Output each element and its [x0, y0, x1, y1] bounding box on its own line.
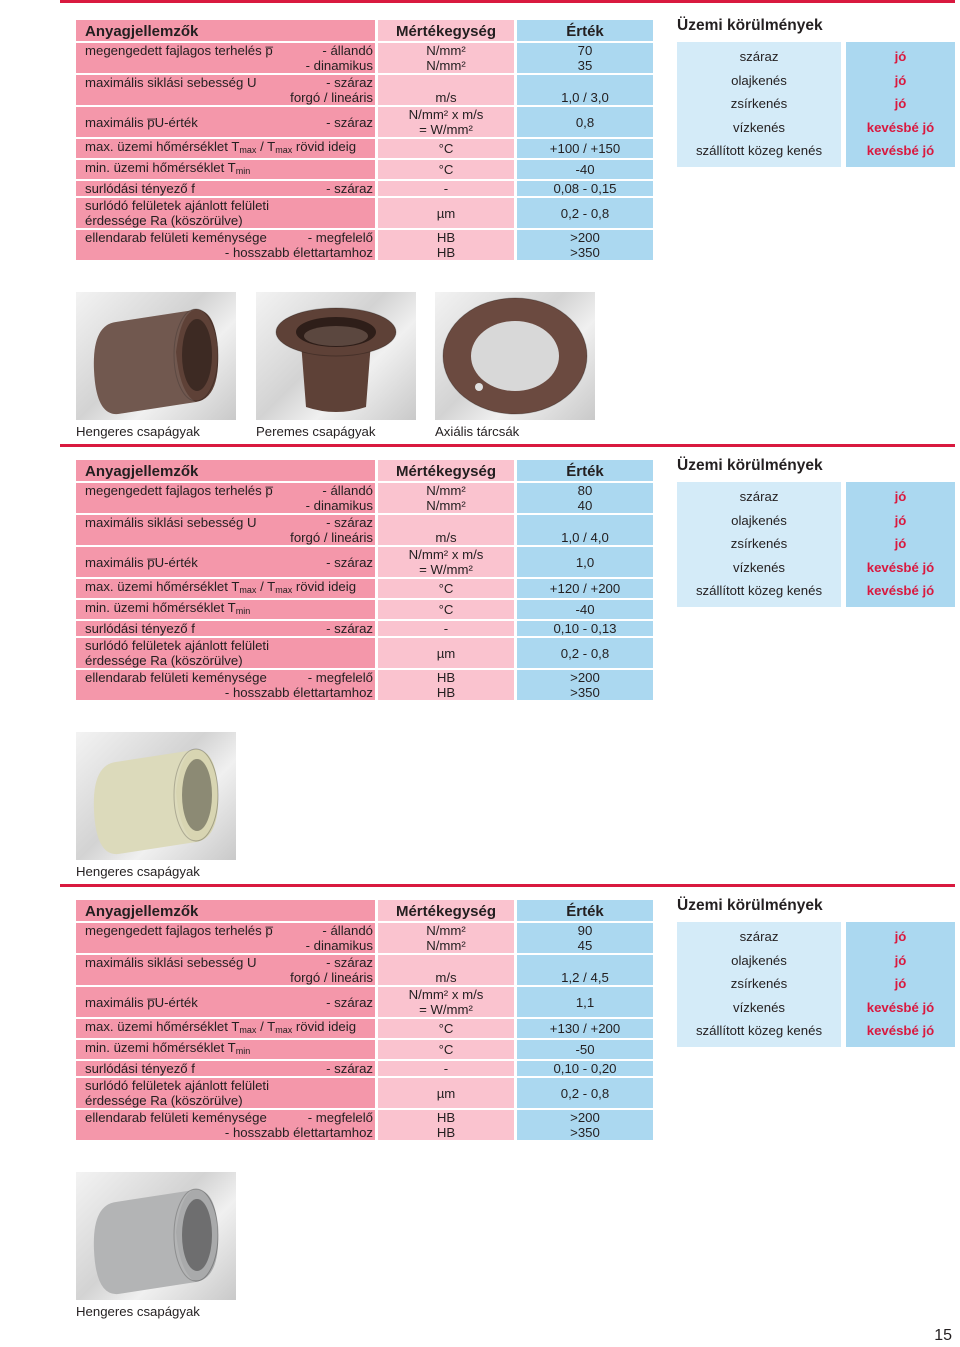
material-properties-table	[76, 900, 653, 1142]
condition-row	[677, 996, 955, 1020]
condition-rating: kevésbé jó	[841, 116, 955, 140]
value-tmin: -40	[514, 600, 653, 621]
product-caption: Axiális tárcsák	[435, 424, 520, 439]
condition-name: szállított közeg kenés	[677, 1019, 841, 1047]
row-tmax: max. üzemi hőmérséklet $T_{max} / T_{max}$ rövid ideig °C +130 / +200	[76, 1019, 653, 1040]
condition-name: száraz	[677, 42, 841, 69]
row-speed: maximális siklási sebesség U - száraz forgó / lineáris m/s 1,2 / 4,5	[76, 955, 653, 987]
operating-conditions-table	[677, 922, 955, 1047]
value-tmax: +100 / +150	[514, 139, 653, 160]
condition-row	[677, 922, 955, 949]
value-speed: 1,0 / 3,0	[561, 90, 609, 105]
value-tmin: -50	[514, 1040, 653, 1061]
row-pu: maximális p̅U-érték - száraz N/mm² x m/s = W/mm² 0,8	[76, 107, 653, 139]
row-tmax: max. üzemi hőmérséklet $T_{max} / T_{max}$ rövid ideig °C +120 / +200	[76, 579, 653, 600]
value-rough: 0,2 - 0,8	[514, 638, 653, 670]
row-friction: surlódási tényező f - száraz - 0,10 - 0,20	[76, 1061, 653, 1078]
condition-row	[677, 1019, 955, 1047]
condition-row	[677, 556, 955, 580]
material-properties-table	[76, 460, 653, 702]
value-hard-long: >350	[570, 1125, 600, 1140]
condition-name: vízkenés	[677, 116, 841, 140]
product-caption: Hengeres csapágyak	[76, 1304, 200, 1319]
value-friction: 0,10 - 0,13	[514, 621, 653, 638]
condition-row	[677, 949, 955, 973]
value-rough: 0,2 - 0,8	[514, 1078, 653, 1110]
value-load-dyn: 40	[577, 498, 593, 513]
header-value: Érték	[514, 20, 653, 43]
header-property: Anyagjellemzők	[76, 460, 375, 483]
value-friction: 0,08 - 0,15	[514, 181, 653, 198]
section-divider	[60, 444, 955, 447]
condition-name: szállított közeg kenés	[677, 139, 841, 167]
condition-row	[677, 92, 955, 116]
operating-conditions-title: Üzemi körülmények	[677, 897, 823, 914]
condition-rating: jó	[841, 92, 955, 116]
condition-rating: jó	[841, 69, 955, 93]
value-speed: 1,0 / 4,0	[561, 530, 609, 545]
row-roughness: surlódó felületek ajánlott felületi érdessége Ra (köszörülve) µm 0,2 - 0,8	[76, 198, 653, 230]
value-pu: 1,1	[575, 994, 595, 1010]
condition-name: száraz	[677, 482, 841, 509]
value-load-const: 70	[577, 43, 593, 58]
row-hardness: ellendarab felületi keménysége - megfelelő - hosszabb élettartamhoz HB HB >200 >350	[76, 670, 653, 702]
section-divider	[60, 0, 955, 3]
condition-row	[677, 509, 955, 533]
row-tmin: min. üzemi hőmérséklet $T_{min}$ °C -40	[76, 160, 653, 181]
product-caption: Hengeres csapágyak	[76, 864, 200, 879]
condition-row	[677, 139, 955, 167]
flanged-bushing-icon	[256, 292, 416, 420]
thrust-washer-icon	[435, 292, 595, 420]
condition-rating: jó	[841, 482, 955, 509]
operating-conditions-table	[677, 482, 955, 607]
cylindrical-bushing-icon	[76, 732, 236, 860]
condition-name: olajkenés	[677, 949, 841, 973]
row-load: megengedett fajlagos terhelés p̅ - állandó - dinamikus N/mm² N/mm² 70 35	[76, 43, 653, 75]
value-friction: 0,10 - 0,20	[514, 1061, 653, 1078]
condition-row	[677, 116, 955, 140]
condition-row	[677, 579, 955, 607]
product-caption: Hengeres csapágyak	[76, 424, 200, 439]
header-unit: Mértékegység	[375, 900, 514, 923]
header-value: Érték	[514, 460, 653, 483]
cylindrical-bushing-icon	[76, 292, 236, 420]
row-load: megengedett fajlagos terhelés p̅ - állandó - dinamikus N/mm² N/mm² 90 45	[76, 923, 653, 955]
condition-name: vízkenés	[677, 996, 841, 1020]
row-speed: maximális siklási sebesség U - száraz forgó / lineáris m/s 1,0 / 3,0	[76, 75, 653, 107]
condition-name: zsírkenés	[677, 532, 841, 556]
section-divider	[60, 884, 955, 887]
value-rough: 0,2 - 0,8	[514, 198, 653, 230]
value-load-const: 90	[577, 923, 593, 938]
condition-name: zsírkenés	[677, 92, 841, 116]
condition-row	[677, 532, 955, 556]
condition-row	[677, 42, 955, 69]
page-number: 15	[934, 1327, 952, 1344]
value-hard-ok: >200	[570, 670, 600, 685]
condition-name: száraz	[677, 922, 841, 949]
material-properties-table	[76, 20, 653, 262]
header-property: Anyagjellemzők	[76, 900, 375, 923]
condition-rating: jó	[841, 532, 955, 556]
value-tmin: -40	[514, 160, 653, 181]
condition-name: szállított közeg kenés	[677, 579, 841, 607]
row-hardness: ellendarab felületi keménysége - megfelelő - hosszabb élettartamhoz HB HB >200 >350	[76, 1110, 653, 1142]
condition-name: vízkenés	[677, 556, 841, 580]
header-value: Érték	[514, 900, 653, 923]
condition-rating: jó	[841, 972, 955, 996]
row-tmax: max. üzemi hőmérséklet $T_{max} / T_{max}$ rövid ideig °C +100 / +150	[76, 139, 653, 160]
header-property: Anyagjellemzők	[76, 20, 375, 43]
condition-name: olajkenés	[677, 69, 841, 93]
product-caption: Peremes csapágyak	[256, 424, 376, 439]
value-load-dyn: 45	[577, 938, 593, 953]
value-hard-long: >350	[570, 685, 600, 700]
condition-rating: kevésbé jó	[841, 579, 955, 607]
row-hardness: ellendarab felületi keménysége - megfelelő - hosszabb élettartamhoz HB HB >200 >350	[76, 230, 653, 262]
condition-rating: jó	[841, 922, 955, 949]
condition-row	[677, 972, 955, 996]
condition-rating: kevésbé jó	[841, 556, 955, 580]
condition-rating: jó	[841, 509, 955, 533]
row-tmin: min. üzemi hőmérséklet $T_{min}$ °C -40	[76, 600, 653, 621]
cylindrical-bushing-icon	[76, 1172, 236, 1300]
value-tmax: +120 / +200	[514, 579, 653, 600]
header-unit: Mértékegység	[375, 460, 514, 483]
value-load-dyn: 35	[577, 58, 593, 73]
condition-name: zsírkenés	[677, 972, 841, 996]
row-roughness: surlódó felületek ajánlott felületi érdessége Ra (köszörülve) µm 0,2 - 0,8	[76, 638, 653, 670]
condition-rating: kevésbé jó	[841, 139, 955, 167]
operating-conditions-title: Üzemi körülmények	[677, 457, 823, 474]
value-pu: 0,8	[575, 114, 595, 130]
condition-rating: kevésbé jó	[841, 996, 955, 1020]
row-roughness: surlódó felületek ajánlott felületi érdessége Ra (köszörülve) µm 0,2 - 0,8	[76, 1078, 653, 1110]
value-load-const: 80	[577, 483, 593, 498]
value-hard-ok: >200	[570, 230, 600, 245]
condition-rating: jó	[841, 949, 955, 973]
row-pu: maximális p̅U-érték - száraz N/mm² x m/s = W/mm² 1,1	[76, 987, 653, 1019]
value-speed: 1,2 / 4,5	[561, 970, 609, 985]
condition-row	[677, 69, 955, 93]
value-tmax: +130 / +200	[514, 1019, 653, 1040]
row-pu: maximális p̅U-érték - száraz N/mm² x m/s = W/mm² 1,0	[76, 547, 653, 579]
operating-conditions-title: Üzemi körülmények	[677, 17, 823, 34]
value-pu: 1,0	[575, 554, 595, 570]
row-load: megengedett fajlagos terhelés p̅ - állandó - dinamikus N/mm² N/mm² 80 40	[76, 483, 653, 515]
condition-row	[677, 482, 955, 509]
row-tmin: min. üzemi hőmérséklet $T_{min}$ °C -50	[76, 1040, 653, 1061]
row-friction: surlódási tényező f - száraz - 0,08 - 0,15	[76, 181, 653, 198]
condition-rating: jó	[841, 42, 955, 69]
condition-name: olajkenés	[677, 509, 841, 533]
value-hard-ok: >200	[570, 1110, 600, 1125]
operating-conditions-table	[677, 42, 955, 167]
condition-rating: kevésbé jó	[841, 1019, 955, 1047]
value-hard-long: >350	[570, 245, 600, 260]
row-friction: surlódási tényező f - száraz - 0,10 - 0,13	[76, 621, 653, 638]
row-speed: maximális siklási sebesség U - száraz forgó / lineáris m/s 1,0 / 4,0	[76, 515, 653, 547]
header-unit: Mértékegység	[375, 20, 514, 43]
